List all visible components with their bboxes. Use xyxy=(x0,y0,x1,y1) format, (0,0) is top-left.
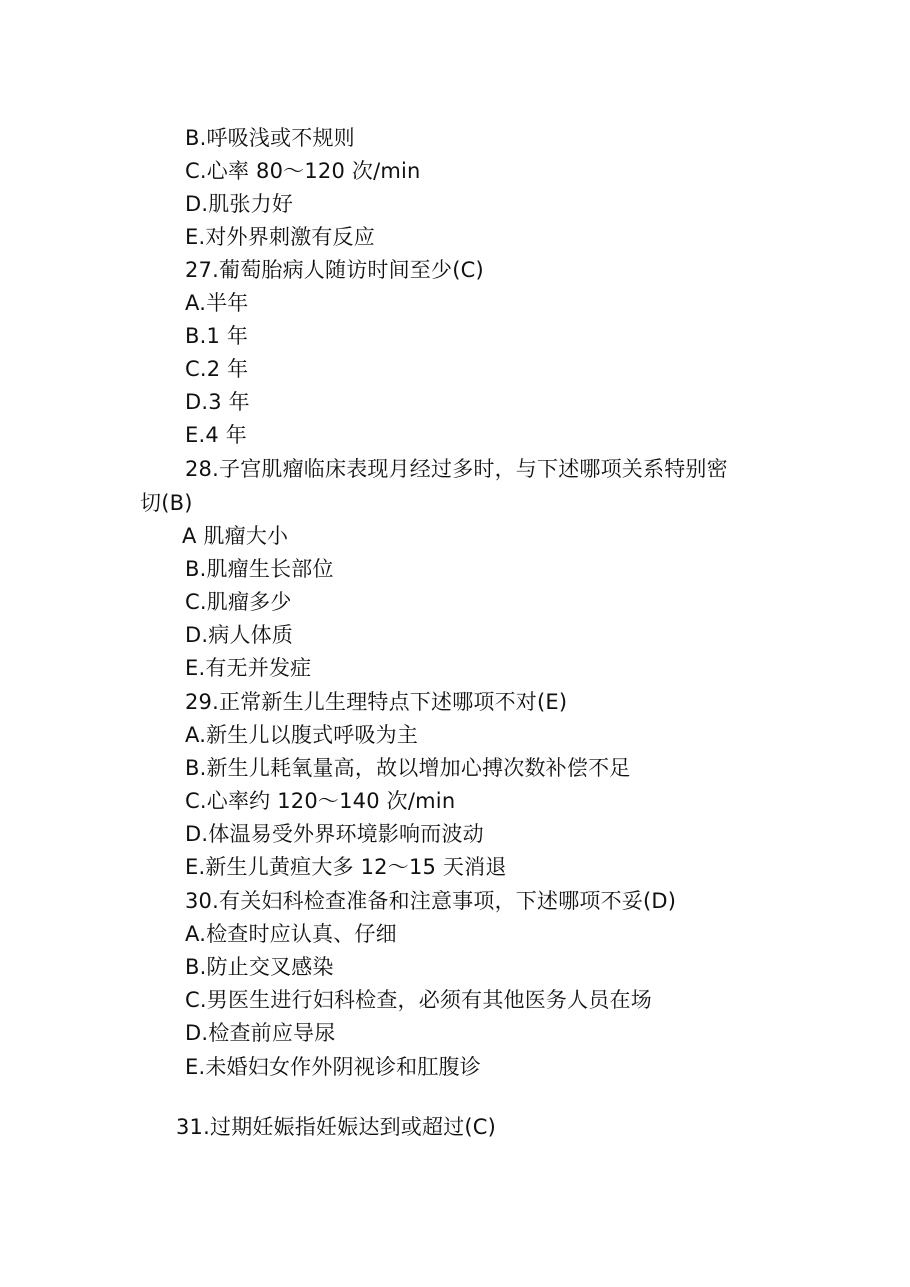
q28-option-c: C.肌瘤多少 xyxy=(185,590,292,614)
q30-option-d: D.检查前应导尿 xyxy=(185,1021,336,1045)
option-e-stimulus-response: E.对外界刺激有反应 xyxy=(185,225,375,249)
q30-option-b: B.防止交叉感染 xyxy=(185,955,334,979)
q29-option-c: C.心率约 120～140 次/min xyxy=(185,789,456,813)
q28-option-e: E.有无并发症 xyxy=(185,656,312,680)
option-d-muscle-tone: D.肌张力好 xyxy=(185,192,294,216)
question-28: 28.子宫肌瘤临床表现月经过多时，与下述哪项关系特别密 xyxy=(185,457,728,481)
q30-option-a: A.检查时应认真、仔细 xyxy=(185,922,397,946)
q27-option-b: B.1 年 xyxy=(185,324,249,348)
q27-option-e: E.4 年 xyxy=(185,423,247,447)
question-28-continuation: 切(B) xyxy=(140,491,193,515)
q29-option-d: D.体温易受外界环境影响而波动 xyxy=(185,822,484,846)
q27-option-c: C.2 年 xyxy=(185,357,249,381)
q29-option-e: E.新生儿黄疸大多 12～15 天消退 xyxy=(185,855,507,879)
q30-option-c: C.男医生进行妇科检查，必须有其他医务人员在场 xyxy=(185,988,652,1012)
q28-option-b: B.肌瘤生长部位 xyxy=(185,557,334,581)
q27-option-d: D.3 年 xyxy=(185,390,250,414)
option-b-shallow-breathing: B.呼吸浅或不规则 xyxy=(185,126,355,150)
question-31: 31.过期妊娠指妊娠达到或超过(C) xyxy=(176,1115,497,1139)
q29-option-b: B.新生儿耗氧量高，故以增加心搏次数补偿不足 xyxy=(185,756,631,780)
option-c-heart-rate: C.心率 80～120 次/min xyxy=(185,159,421,183)
question-29: 29.正常新生儿生理特点下述哪项不对(E) xyxy=(185,690,568,714)
q29-option-a: A.新生儿以腹式呼吸为主 xyxy=(185,723,419,747)
q28-option-a: A 肌瘤大小 xyxy=(182,524,289,548)
question-30: 30.有关妇科检查准备和注意事项，下述哪项不妥(D) xyxy=(185,889,677,913)
q28-option-d: D.病人体质 xyxy=(185,623,294,647)
q30-option-e: E.未婚妇女作外阴视诊和肛腹诊 xyxy=(185,1055,481,1079)
q27-option-a: A.半年 xyxy=(185,291,249,315)
question-27: 27.葡萄胎病人随访时间至少(C) xyxy=(185,258,484,282)
